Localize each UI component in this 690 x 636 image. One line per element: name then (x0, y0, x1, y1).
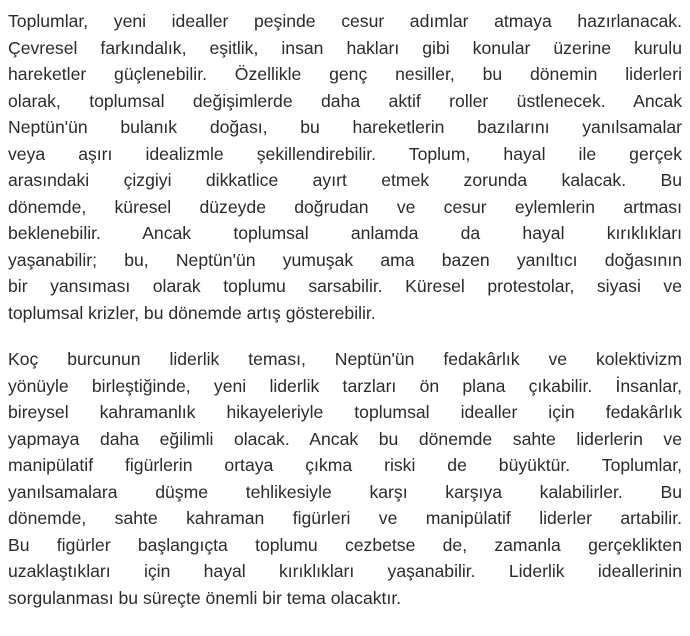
paragraph-line: beklenebilir. Ancak toplumsal anlamda da hayal kırıklıkları (8, 223, 682, 243)
paragraph-line: bireysel kahramanlık hikayeleriyle toplumsal idealler için fedakârlık (8, 402, 682, 422)
paragraph-line: toplumsal krizler, bu dönemde artış gösterebilir. (8, 302, 376, 323)
paragraph-line: uzaklaştıkları için hayal kırıklıkları yaşanabilir. Liderlik ideallerinin (8, 561, 682, 581)
paragraph-line: Toplumlar, yeni idealler peşinde cesur adımlar atmaya hazırlanacak. (8, 11, 682, 31)
paragraph-line: hareketler güçlenebilir. Özellikle genç nesiller, bu dönemin liderleri (8, 64, 682, 84)
paragraph-line: arasındaki çizgiyi dikkatlice ayırt etmek zorunda kalacak. Bu (8, 170, 682, 190)
paragraph-line: Neptün'ün bulanık doğası, bu hareketlerin bazılarını yanılsamalar (8, 117, 682, 137)
paragraph-line: bir yansıması olarak toplumu sarsabilir. Küresel protestolar, siyasi ve (8, 276, 682, 296)
paragraph-2 (8, 346, 682, 611)
article-body (8, 8, 682, 611)
paragraph-line: yaşanabilir; bu, Neptün'ün yumuşak ama bazen yanıltıcı doğasının (8, 249, 682, 270)
paragraph-line: sorgulanması bu süreçte önemli bir tema olacaktır. (8, 587, 402, 608)
paragraph-line: yanılsamalara düşme tehlikesiyle karşı karşıya kalabilirler. Bu (8, 481, 682, 502)
paragraph-line: yapmaya daha eğilimli olacak. Ancak bu dönemde sahte liderlerin ve (8, 428, 682, 449)
paragraph-line: yönüyle birleştiğinde, yeni liderlik tarzları ön plana çıkabilir. İnsanlar, (8, 375, 682, 396)
paragraph-line: Çevresel farkındalık, eşitlik, insan hakları gibi konular üzerine kurulu (8, 37, 682, 58)
paragraph-1 (8, 8, 682, 326)
paragraph-line: dönemde, sahte kahraman figürleri ve manipülatif liderler artabilir. (8, 508, 682, 528)
paragraph-line: Koç burcunun liderlik teması, Neptün'ün fedakârlık ve kolektivizm (8, 349, 682, 369)
paragraph-line: manipülatif figürlerin ortaya çıkma riski de büyüktür. Toplumlar, (8, 455, 682, 475)
paragraph-spacer (8, 326, 682, 346)
paragraph-line: veya aşırı idealizmle şekillendirebilir. Toplum, hayal ile gerçek (8, 143, 682, 164)
paragraph-line: Bu figürler başlangıçta toplumu cezbetse de, zamanla gerçeklikten (8, 534, 682, 555)
paragraph-line: dönemde, küresel düzeyde doğrudan ve cesur eylemlerin artması (8, 196, 682, 217)
paragraph-line: olarak, toplumsal değişimlerde daha aktif roller üstlenecek. Ancak (8, 90, 682, 111)
